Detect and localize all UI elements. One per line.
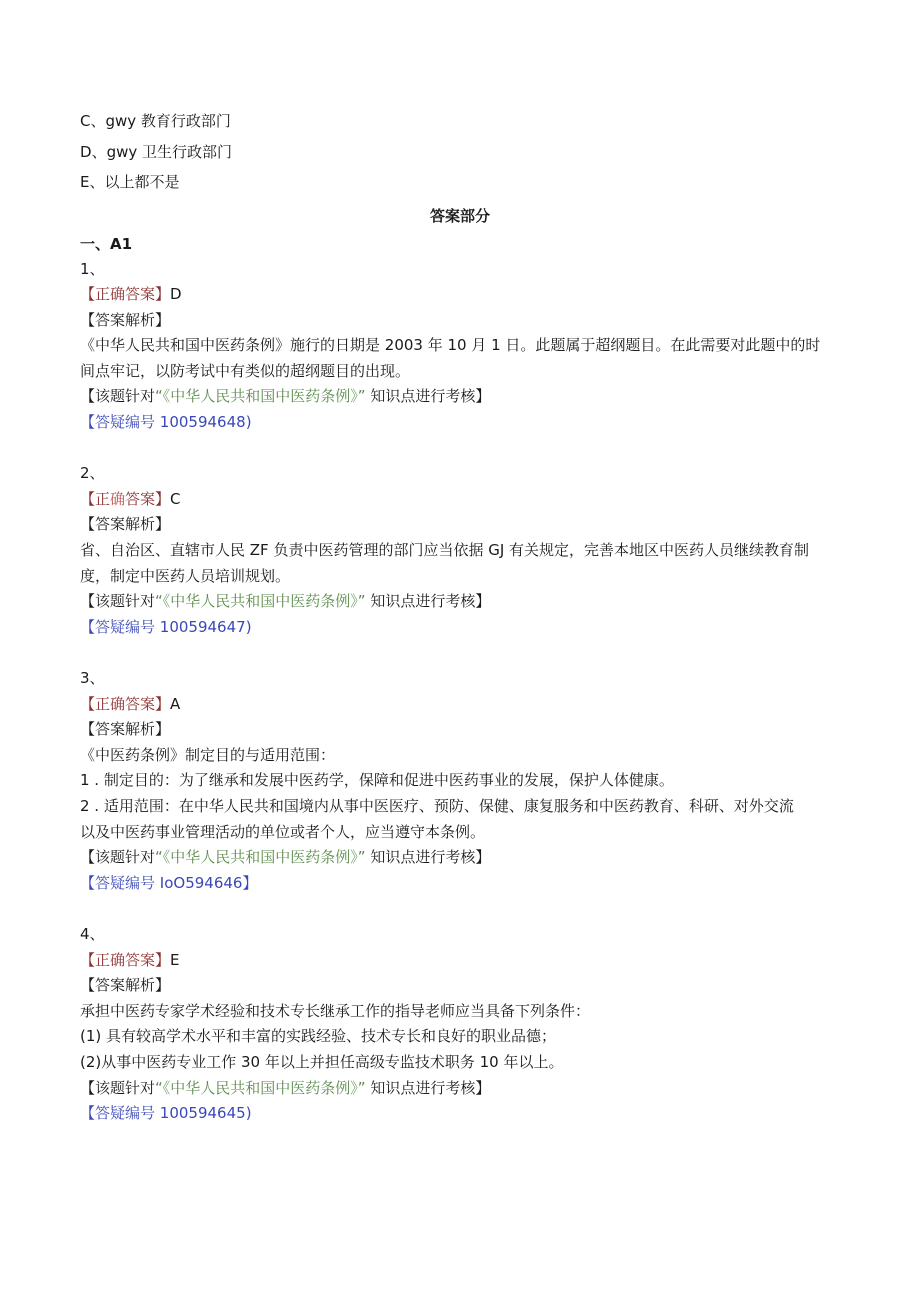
analysis-label: 【答案解析】 <box>80 976 171 995</box>
analysis-text: 1 . 制定目的：为了继承和发展中医药学，保障和促进中医药事业的发展，保护人体健康。 <box>80 771 674 790</box>
correct-answer <box>80 282 840 308</box>
option-e: E、以上都不是 <box>80 173 180 191</box>
query-id: 【答疑编号 100594647) <box>80 617 252 636</box>
query-id: 【答疑编号 IoO594646】 <box>80 873 258 892</box>
analysis-text: 《中华人民共和国中医药条例》施行的日期是 2003 年 10 月 1 日。此题属于超纲题目。在此需要对此题中的时 <box>80 336 821 355</box>
analysis-text: 省、自治区、直辖市人民 ZF 负责中医药管理的部门应当依据 GJ 有关规定，完善本地区中医药人员继续教育制 <box>80 541 810 560</box>
analysis-text: 《中医药条例》制定目的与适用范围： <box>80 745 336 764</box>
answer-value: E <box>170 950 180 969</box>
option-list <box>80 106 840 198</box>
spacer <box>80 896 840 922</box>
topic-name: “《中华人民共和国中医药条例》” <box>155 848 366 867</box>
question-block-3 <box>80 666 840 896</box>
analysis-text: (1) 具有较高学术水平和丰富的实践经验、技术专长和良好的职业品德； <box>80 1027 557 1046</box>
correct-answer <box>80 692 840 718</box>
topic-note: 【该题针对“《中华人民共和国中医药条例》” 知识点进行考核】 <box>80 1078 491 1097</box>
question-number: 1、 <box>80 259 105 278</box>
answer-label: 【正确答案】 <box>80 285 171 304</box>
analysis-label: 【答案解析】 <box>80 720 171 739</box>
analysis-label: 【答案解析】 <box>80 515 171 534</box>
question-number: 2、 <box>80 464 105 483</box>
option-d: D、gwy 卫生行政部门 <box>80 142 233 161</box>
topic-note: 【该题针对“《中华人民共和国中医药条例》” 知识点进行考核】 <box>80 387 491 406</box>
answer-label: 【正确答案】 <box>80 950 171 969</box>
question-block-2 <box>80 461 840 640</box>
analysis-text: 以及中医药事业管理活动的单位或者个人，应当遵守本条例。 <box>80 822 486 841</box>
question-block-4 <box>80 922 840 1127</box>
answer-section-title: 答案部分 <box>429 206 490 225</box>
question-number: 4、 <box>80 924 105 943</box>
answer-value: D <box>170 285 182 304</box>
analysis-text: 承担中医药专家学术经验和技术专长继承工作的指导老师应当具备下列条件： <box>80 1001 591 1020</box>
topic-note: 【该题针对“《中华人民共和国中医药条例》” 知识点进行考核】 <box>80 848 491 867</box>
query-id: 【答疑编号 100594645) <box>80 1104 252 1123</box>
topic-name: “《中华人民共和国中医药条例》” <box>155 592 366 611</box>
analysis-text: 间点牢记，以防考试中有类似的超纲题目的出现。 <box>80 361 411 380</box>
question-number: 3、 <box>80 669 105 687</box>
option-c: C、gwy 教育行政部门 <box>80 112 231 130</box>
analysis-text: 度，制定中医药人员培训规划。 <box>80 566 291 585</box>
correct-answer <box>80 948 840 974</box>
analysis-label: 【答案解析】 <box>80 310 171 329</box>
topic-note: 【该题针对“《中华人民共和国中医药条例》” 知识点进行考核】 <box>80 592 491 611</box>
spacer <box>80 640 840 666</box>
question-block-1 <box>80 257 840 436</box>
spacer <box>80 436 840 462</box>
query-id: 【答疑编号 100594648) <box>80 413 252 432</box>
topic-name: “《中华人民共和国中医药条例》” <box>155 1078 366 1097</box>
analysis-text: (2)从事中医药专业工作 30 年以上并担任高级专监技术职务 10 年以上。 <box>80 1052 564 1071</box>
correct-answer: 【正确答案】C <box>80 489 181 508</box>
answer-label: 【正确答案】 <box>80 694 171 713</box>
answer-value: C <box>170 489 181 508</box>
answer-value: A <box>170 694 181 713</box>
section-heading: 一、A1 <box>80 234 133 253</box>
topic-name: “《中华人民共和国中医药条例》” <box>155 387 366 406</box>
analysis-text: 2 . 适用范围：在中华人民共和国境内从事中医医疗、预防、保健、康复服务和中医药教育、科研、对外交流 <box>80 796 794 815</box>
